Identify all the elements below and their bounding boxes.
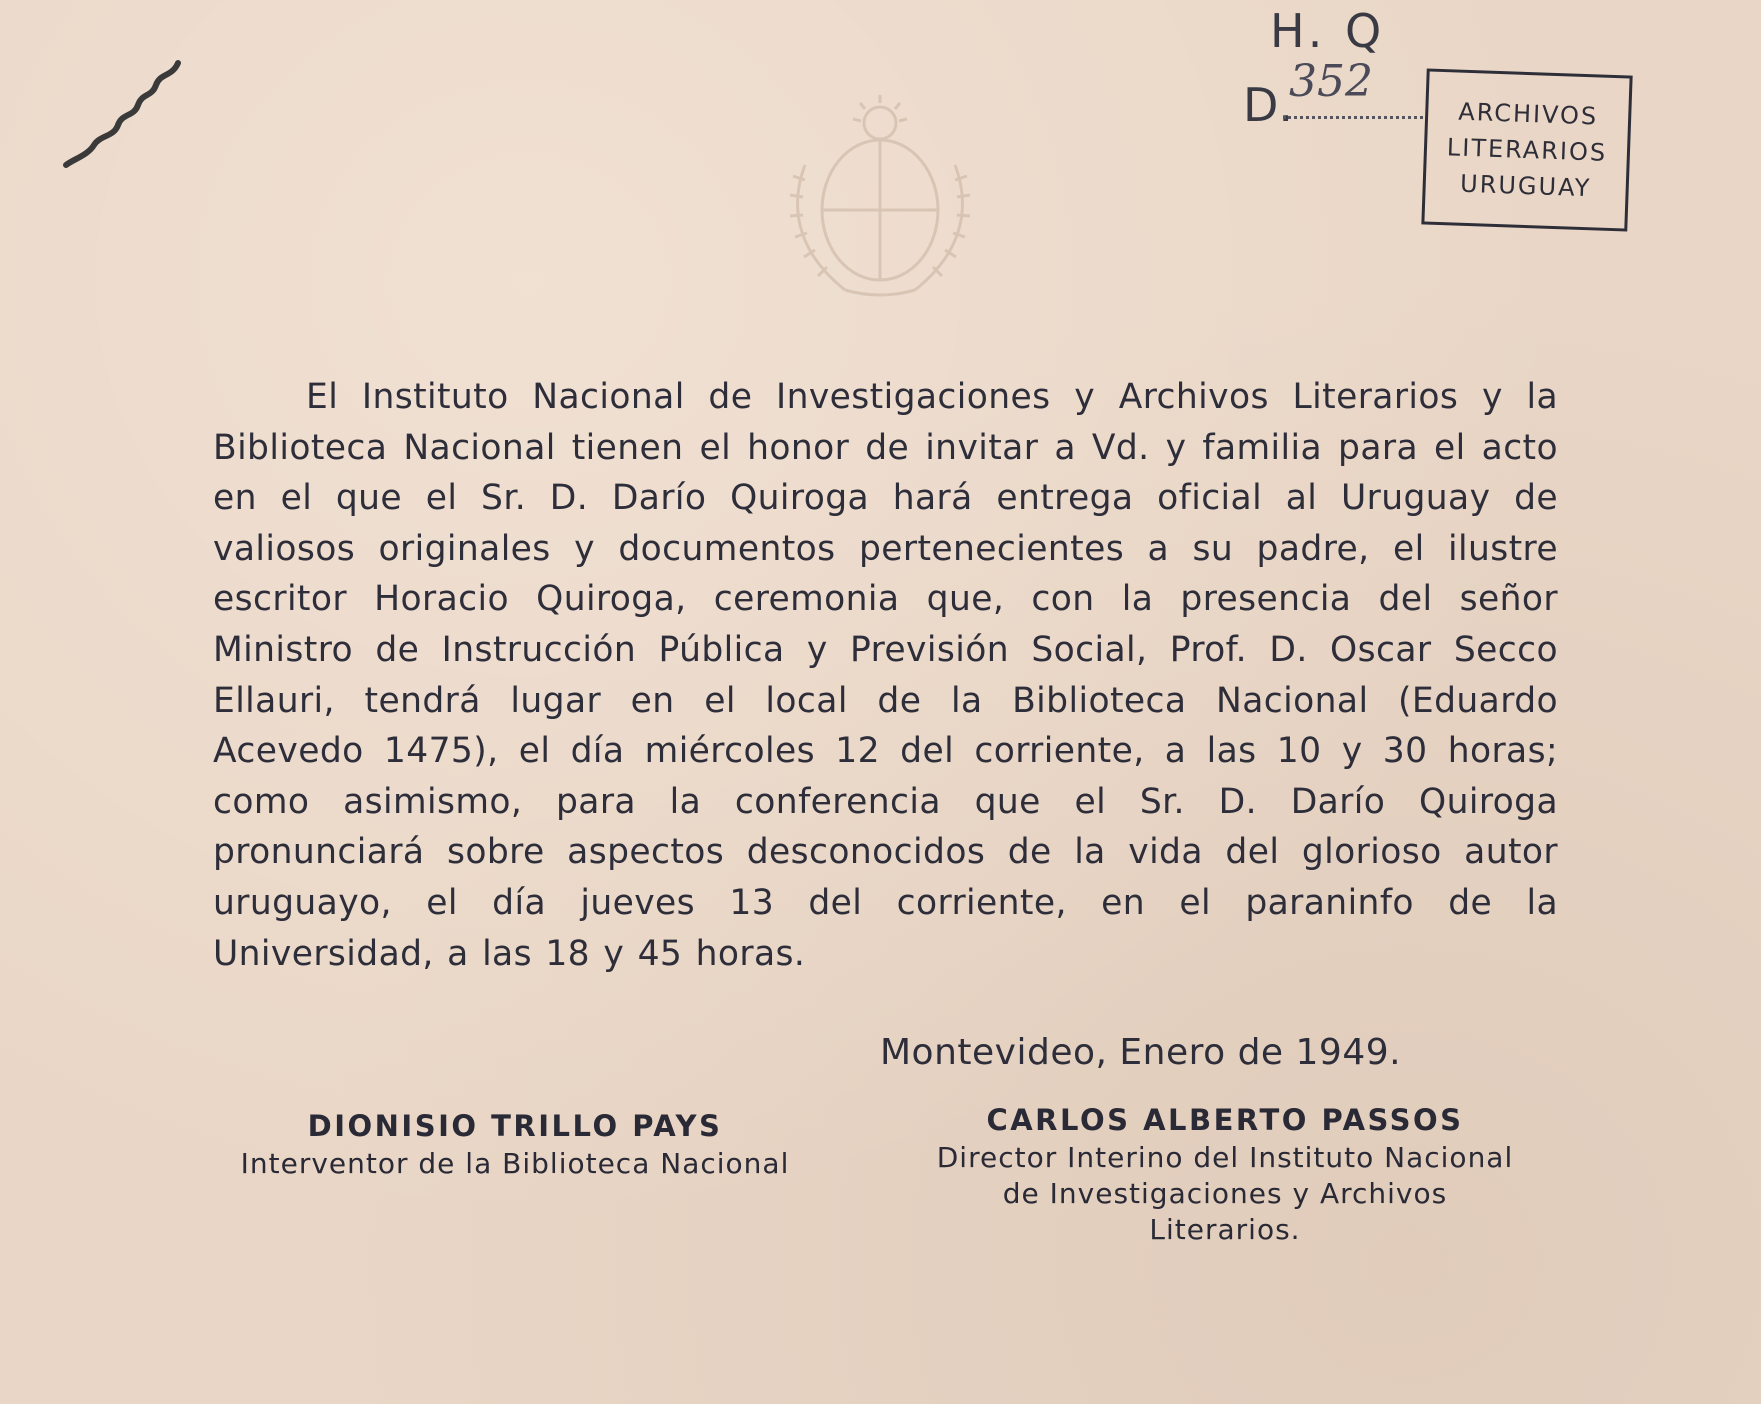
dotted-line (1283, 116, 1423, 119)
coat-of-arms-embossed-icon (765, 85, 995, 305)
signatory-name: DIONISIO TRILLO PAYS (307, 1109, 723, 1143)
signatory-left (210, 1106, 820, 1182)
archive-d-label: D. (1243, 78, 1294, 132)
archive-stamp (1421, 68, 1632, 231)
signatory-right (880, 1100, 1570, 1248)
signatory-title: Interventor de la Biblioteca Nacional (240, 1147, 790, 1180)
invitation-body: El Instituto Nacional de Investigaciones y Archivos Literarios y la Biblioteca Nacional tienen el honor de invitar a Vd. y familia para el acto en el que el Sr. D. Darío Quiroga hará entrega oficial al Uruguay de valiosos originales y documentos pertenecientes a su padre, el ilustre escritor Horacio Quiroga, ceremonia que, con la presencia del señor Ministro de Instrucción Pública y Previsión Social, Prof. D. Oscar Secco Ellauri, tendrá lugar en el local de la Biblioteca Nacional (Eduardo Acevedo 1475), el día miércoles 12 del corriente, a las 10 y 30 horas; como asimismo, para la conferencia que el Sr. D. Darío Quiroga pronunciará sobre aspectos desconocidos de la vida del glorioso autor uruguayo, el día jueves 13 del corriente, en el paraninfo de la Universidad, a las 18 y 45 horas. (213, 377, 1558, 974)
signatory-title-line: Director Interino del Instituto Nacional (936, 1141, 1514, 1174)
wire-pin-mark-icon (60, 55, 190, 175)
signatory-title-line: Literarios. (1149, 1213, 1301, 1246)
handwritten-number: 352 (1289, 56, 1373, 107)
archive-hq-label: H. Q (1270, 4, 1386, 58)
stamp-line: ARCHIVOS (1457, 97, 1599, 131)
signatory-name: CARLOS ALBERTO PASSOS (986, 1103, 1464, 1137)
stamp-line: LITERARIOS (1446, 133, 1608, 167)
signatory-title-line: de Investigaciones y Archivos (1002, 1177, 1448, 1210)
place-and-date: Montevideo, Enero de 1949. (880, 1032, 1402, 1073)
archive-document-number (1243, 56, 1433, 132)
stamp-line: URUGUAY (1459, 169, 1592, 203)
